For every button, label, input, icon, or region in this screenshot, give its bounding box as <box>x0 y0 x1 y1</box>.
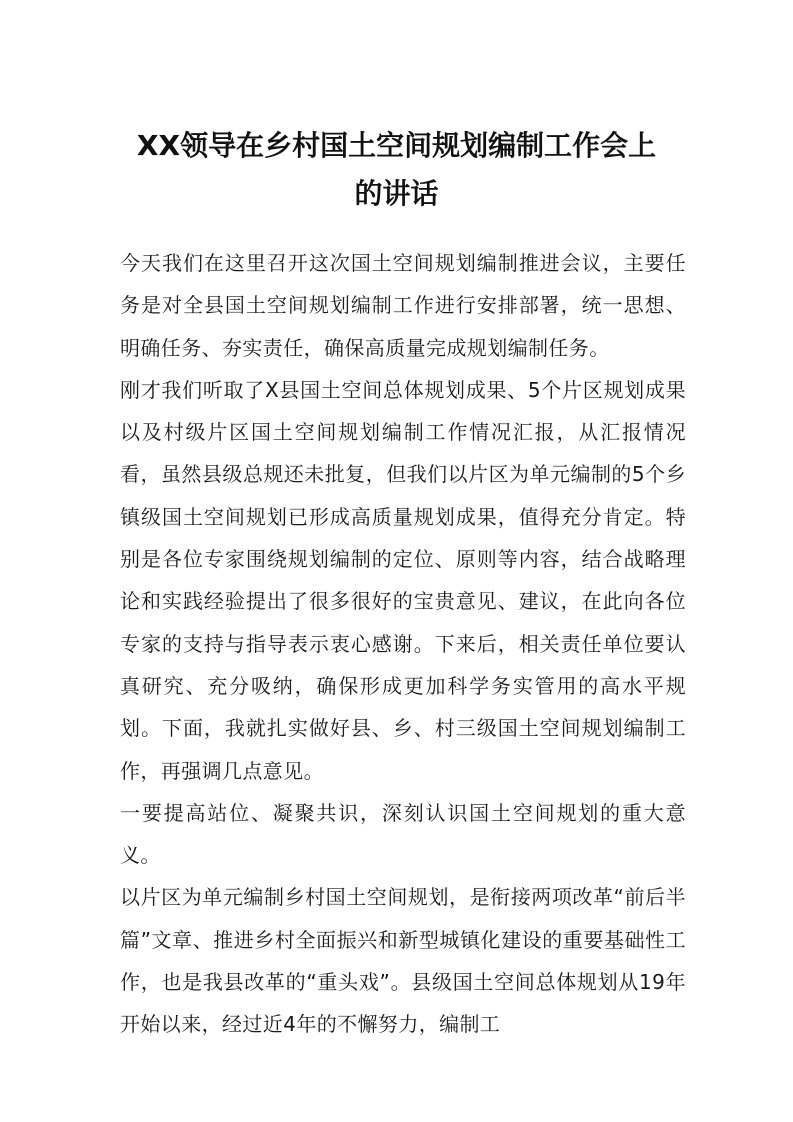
document-body <box>120 242 686 1046</box>
paragraph-point-one-body: 以片区为单元编制乡村国土空间规划，是衔接两项改革“前后半篇”文章、推进乡村全面振兴和新型城镇化建设的重要基础性工作，也是我县改革的“重头戏”。县级国土空间总体规划从19年开始以来，经过近4年的不懈努力，编制工 <box>120 885 686 1037</box>
paragraph-point-one-heading: 一要提高站位、凝聚共识，深刻认识国土空间规划的重大意义。 <box>120 800 686 868</box>
paragraph-report-review: 刚才我们听取了X县国土空间总体规划成果、5个片区规划成果以及村级片区国土空间规划编制工作情况汇报，从汇报情况看，虽然县级总规还未批复，但我们以片区为单元编制的5个乡镇级国土空间规划已形成高质量规划成果，值得充分肯定。特别是各位专家围绕规划编制的定位、原则等内容，结合战略理论和实践经验提出了很多很好的宝贵意见、建议，在此向各位专家的支持与指导表示衷心感谢。下来后，相关责任单位要认真研究、充分吸纳，确保形成更加科学务实管用的高水平规划。下面，我就扎实做好县、乡、村三级国土空间规划编制工作，再强调几点意见。 <box>120 377 686 783</box>
paragraph-opening: 今天我们在这里召开这次国土空间规划编制推进会议，主要任务是对全县国土空间规划编制工作进行安排部署，统一思想、明确任务、夯实责任，确保高质量完成规划编制任务。 <box>120 251 686 360</box>
title-line-2: 的讲话 <box>354 177 439 210</box>
document-title <box>100 122 693 218</box>
title-line-1: XX领导在乡村国土空间规划编制工作会上 <box>136 129 657 162</box>
